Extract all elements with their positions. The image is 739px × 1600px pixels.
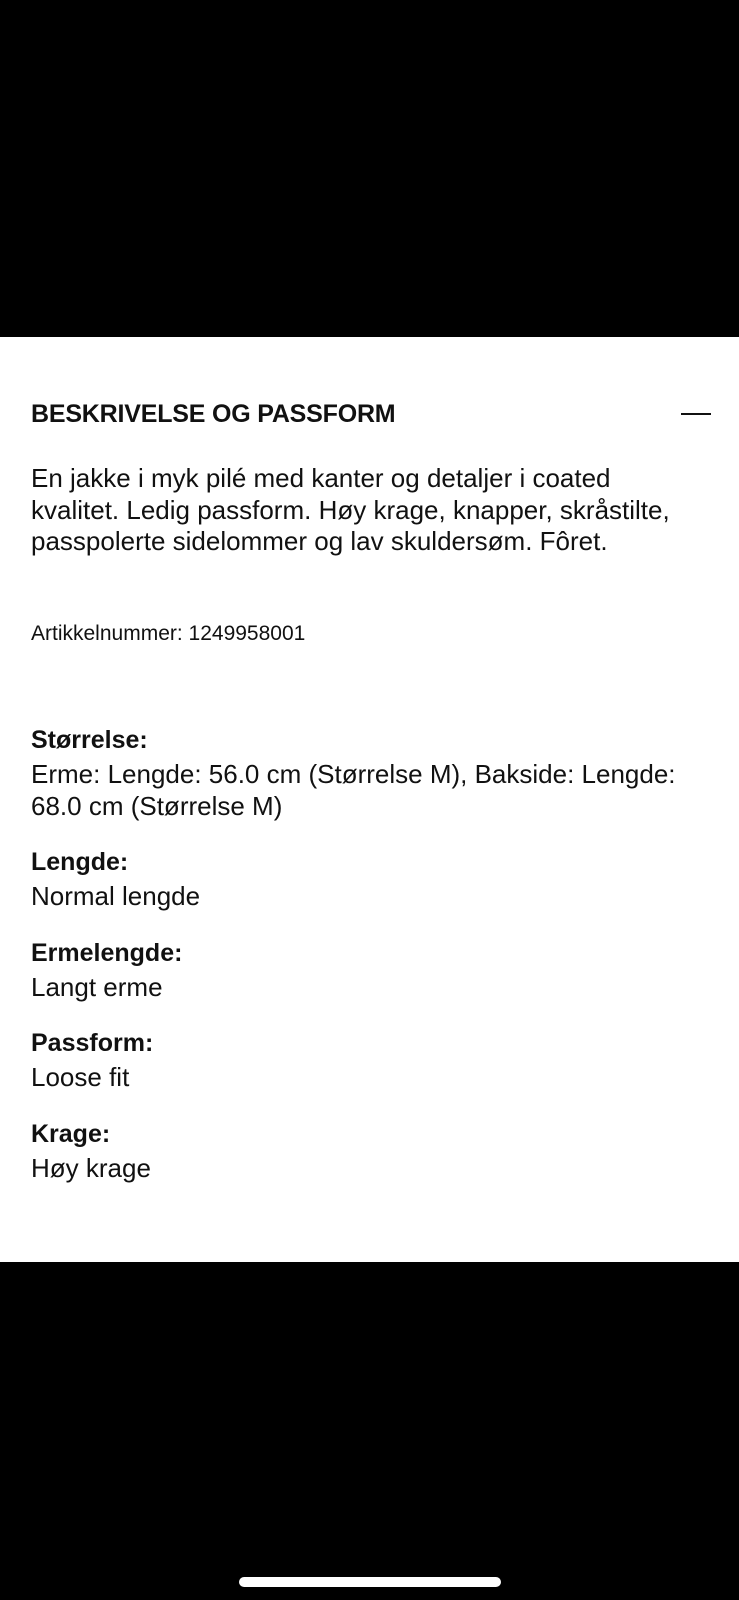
attribute-length	[31, 846, 711, 913]
attribute-value: Loose fit	[31, 1062, 130, 1092]
attribute-size	[31, 724, 711, 822]
attribute-value: Normal lengde	[31, 881, 201, 911]
attribute-label: Ermelengde:	[31, 938, 183, 967]
collapse-button[interactable]	[671, 397, 711, 431]
section-title: BESKRIVELSE OG PASSFORM	[31, 400, 396, 428]
attribute-value: Erme: Lengde: 56.0 cm (Størrelse M), Bakside: Lengde: 68.0 cm (Størrelse M)	[31, 759, 676, 821]
attribute-collar	[31, 1118, 711, 1185]
attribute-list	[31, 724, 711, 1208]
minus-icon	[681, 413, 711, 415]
attribute-label: Passform:	[31, 1029, 154, 1057]
attribute-sleeve-length	[31, 937, 711, 1004]
attribute-label: Størrelse:	[31, 726, 148, 754]
description-panel	[0, 337, 739, 1262]
product-description: En jakke i myk pilé med kanter og detaljer i coated kvalitet. Ledig passform. Høy krage, knapper, skråstilte, passpolerte sidelommer og lav skuldersøm. Fôret.	[31, 463, 670, 556]
article-number: Artikkelnummer: 1249958001	[31, 622, 306, 645]
attribute-value: Langt erme	[31, 971, 163, 1002]
home-indicator[interactable]	[239, 1577, 501, 1587]
attribute-label: Lengde:	[31, 848, 129, 876]
section-header[interactable]	[31, 397, 711, 431]
attribute-label: Krage:	[31, 1119, 111, 1148]
attribute-value: Høy krage	[31, 1152, 151, 1183]
attribute-fit	[31, 1027, 711, 1094]
